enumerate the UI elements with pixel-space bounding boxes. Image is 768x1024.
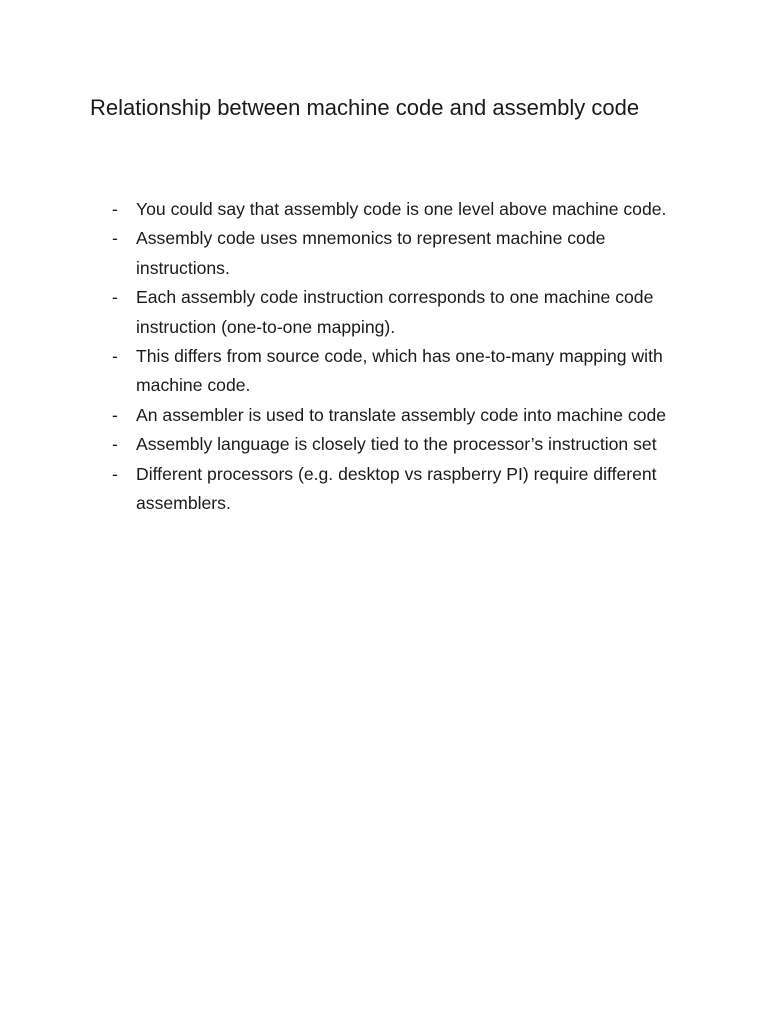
list-item xyxy=(112,430,692,459)
bullet-text: Assembly code uses mnemonics to represent machine code instructions. xyxy=(136,228,606,278)
bullet-text: An assembler is used to translate assembly code into machine code xyxy=(136,404,667,425)
bullet-text: This differs from source code, which has one-to-many mapping with machine code. xyxy=(136,346,663,396)
list-item xyxy=(112,342,692,401)
bullet-dash: - xyxy=(112,287,118,308)
bullet-text: Each assembly code instruction corresponds to one machine code instruction (one-to-one mapping). xyxy=(136,287,654,337)
bullet-dash: - xyxy=(112,434,118,455)
list-item xyxy=(112,283,692,342)
bullet-dash: - xyxy=(112,228,118,249)
list-item xyxy=(112,224,692,283)
bullet-dash: - xyxy=(112,199,118,219)
bullet-list xyxy=(112,195,692,518)
bullet-dash: - xyxy=(112,346,118,367)
bullet-dash: - xyxy=(112,404,118,425)
list-item xyxy=(112,460,692,519)
bullet-text: You could say that assembly code is one level above machine code. xyxy=(136,199,667,219)
bullet-dash: - xyxy=(112,463,118,484)
page-title: Relationship between machine code and assembly code xyxy=(90,95,640,120)
bullet-text: Assembly language is closely tied to the processor’s instruction set xyxy=(136,434,657,455)
bullet-text: Different processors (e.g. desktop vs raspberry PI) require different assemblers. xyxy=(136,463,657,514)
list-item xyxy=(112,195,692,224)
list-item xyxy=(112,401,692,430)
